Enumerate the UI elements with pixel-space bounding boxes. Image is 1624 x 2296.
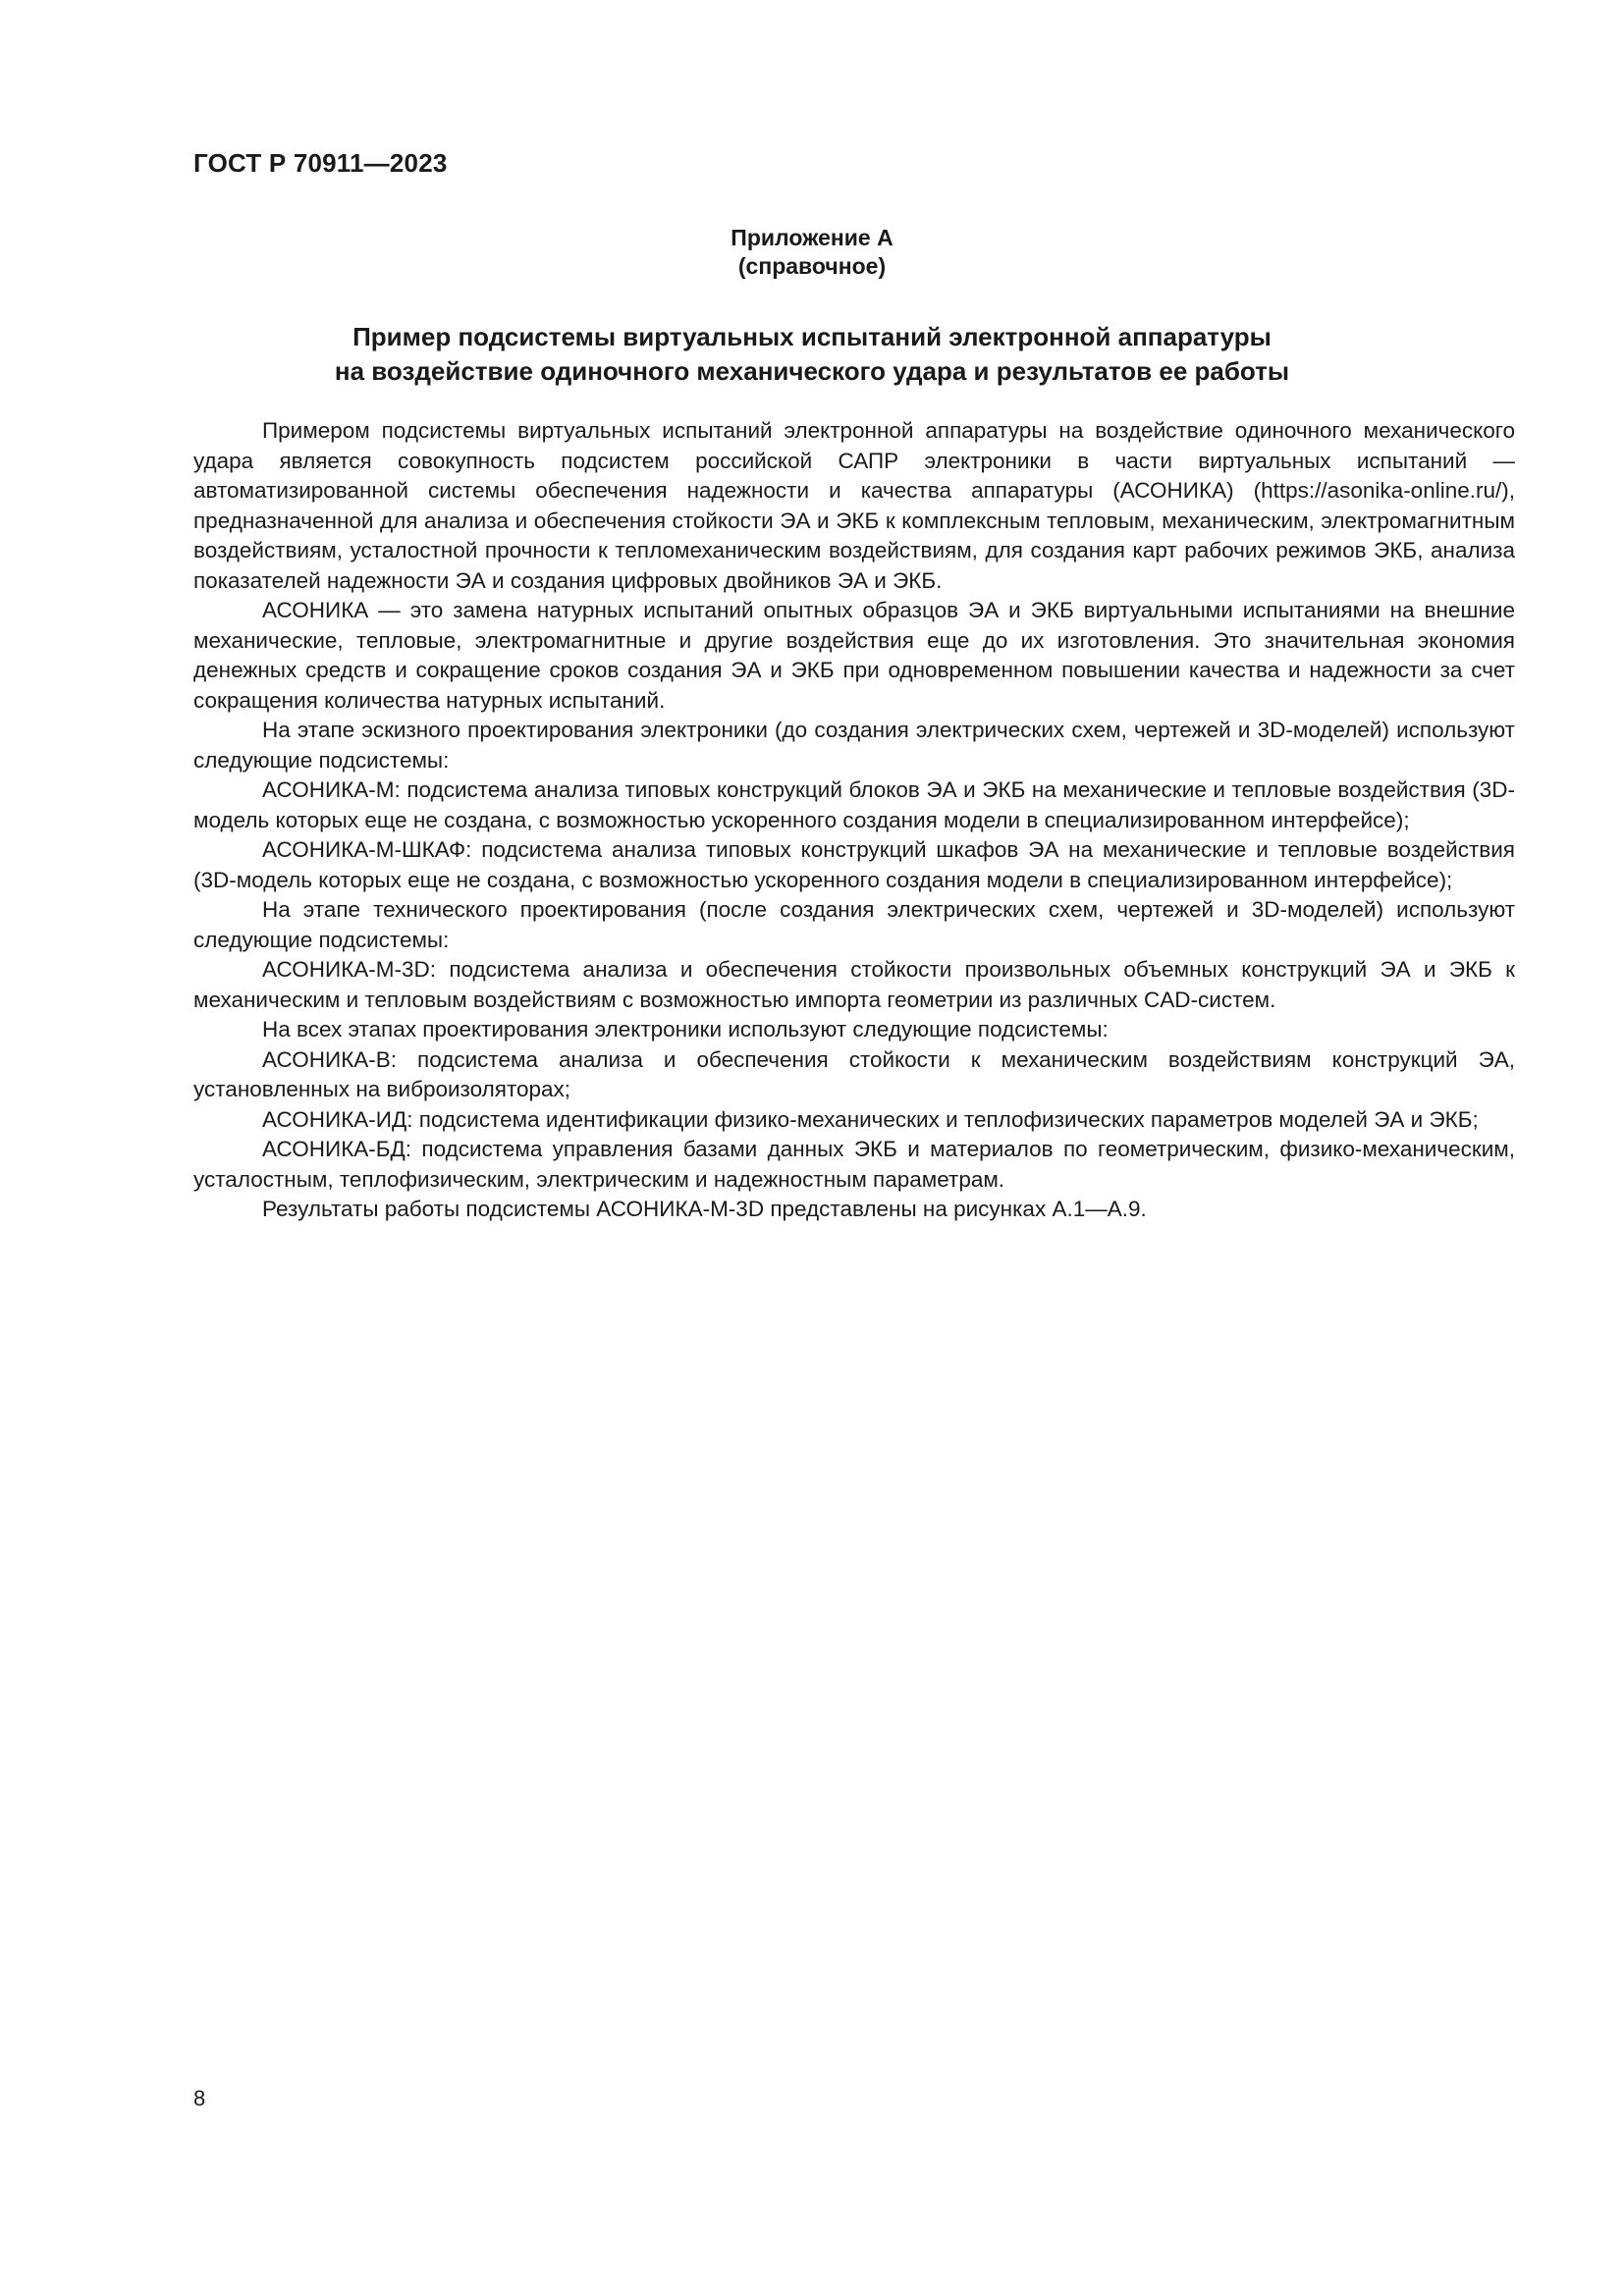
appendix-label: Приложение А (731, 225, 893, 250)
paragraph: На этапе технического проектирования (после создания электрических схем, чертежей и 3D-моделей) используют следующие подсистемы: (193, 897, 1515, 952)
section-title-line-2: на воздействие одиночного механического удара и результатов ее работы (334, 356, 1290, 386)
paragraph: АСОНИКА-В: подсистема анализа и обеспечения стойкости к механическим воздействиям конструкций ЭА, установленных на виброизоляторах; (193, 1046, 1515, 1101)
paragraph: АСОНИКА-М-ШКАФ: подсистема анализа типовых конструкций шкафов ЭА на механические и тепловые воздействия (3D-модель которых еще не создана, с возможностью ускоренного создания модели в специализированном интерфейсе); (193, 837, 1515, 892)
section-title (0, 320, 1624, 389)
paragraph: АСОНИКА-БД: подсистема управления базами данных ЭКБ и материалов по геометрическим, физико-механическим, усталостным, теплофизическим, электрическим и надежностным параметрам. (193, 1137, 1515, 1192)
paragraph: АСОНИКА-М-3D: подсистема анализа и обеспечения стойкости произвольных объемных конструкций ЭА и ЭКБ к механическим и тепловым воздействиям с возможностью импорта геометрии из различных CAD-систем. (193, 957, 1515, 1012)
paragraph: АСОНИКА — это замена натурных испытаний опытных образцов ЭА и ЭКБ виртуальными испытаниями на внешние механические, тепловые, электромагнитные и другие воздействия еще до их изготовления. Это значительная экономия денежных средств и сокращение сроков создания ЭА и ЭКБ при одновременном повышении качества и надежности за счет сокращения количества натурных испытаний. (193, 598, 1515, 713)
paragraph: АСОНИКА-М: подсистема анализа типовых конструкций блоков ЭА и ЭКБ на механические и тепловые воздействия (3D-модель которых еще не создана, с возможностью ускоренного создания модели в специализированном интерфейсе); (193, 777, 1515, 832)
body-text (193, 416, 1515, 1225)
appendix-type: (справочное) (737, 253, 887, 279)
paragraph: На всех этапах проектирования электроники используют следующие подсистемы: (262, 1017, 1109, 1041)
section-title-line-1: Пример подсистемы виртуальных испытаний электронной аппаратуры (352, 322, 1272, 351)
paragraph: Результаты работы подсистемы АСОНИКА-М-3D представлены на рисунках А.1—А.9. (262, 1197, 1147, 1221)
paragraph: АСОНИКА-ИД: подсистема идентификации физико-механических и теплофизических параметров моделей ЭА и ЭКБ; (262, 1106, 1479, 1132)
document-code: ГОСТ Р 70911—2023 (193, 148, 448, 178)
appendix-heading (0, 224, 1624, 281)
paragraph: На этапе эскизного проектирования электроники (до создания электрических схем, чертежей и 3D-моделей) используют следующие подсистемы: (193, 718, 1515, 773)
paragraph: Примером подсистемы виртуальных испытаний электронной аппаратуры на воздействие одиночного механического удара является совокупность подсистем российской САПР электроники в части виртуальных испытаний — автоматизированной системы обеспечения надежности и качества аппаратуры (АСОНИКА) (https://asonika-online.ru/), предназначенной для анализа и обеспечения стойкости ЭА и ЭКБ к комплексным тепловым, механическим, электромагнитным воздействиям, усталостной прочности к тепломеханическим воздействиям, для создания карт рабочих режимов ЭКБ, анализа показателей надежности ЭА и создания цифровых двойников ЭА и ЭКБ. (193, 418, 1515, 593)
page-number: 8 (193, 2086, 206, 2110)
